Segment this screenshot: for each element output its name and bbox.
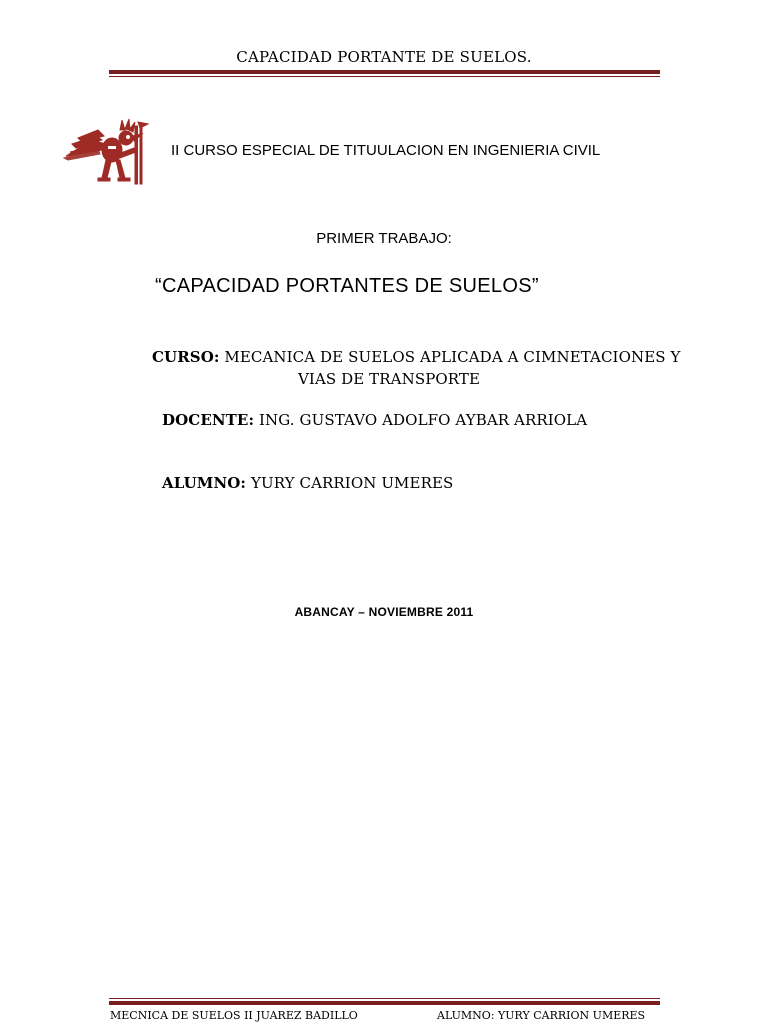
running-header-title: CAPACIDAD PORTANTE DE SUELOS. (236, 48, 532, 66)
course-heading: II CURSO ESPECIAL DE TITUULACION EN INGENIERIA CIVIL (171, 142, 601, 159)
footer-student: ALUMNO: YURY CARRION UMERES (437, 1009, 646, 1022)
alumno-field (162, 474, 453, 492)
docente-value: ING. GUSTAVO ADOLFO AYBAR ARRIOLA (258, 411, 588, 429)
curso-field (152, 348, 681, 366)
winged-figure-emblem-icon (62, 118, 156, 188)
docente-label: DOCENTE: (162, 411, 255, 429)
curso-label: CURSO: (152, 348, 220, 366)
footer-rule-thick (109, 1001, 660, 1005)
header-rule-thin (109, 76, 660, 77)
docente-field (162, 411, 587, 429)
place-date: ABANCAY – NOVIEMBRE 2011 (294, 605, 474, 619)
alumno-label: ALUMNO: (162, 474, 247, 492)
curso-value-line1: MECANICA DE SUELOS APLICADA A CIMNETACIONES Y (224, 348, 681, 366)
footer-rule-thin (109, 998, 660, 999)
curso-value-line2: VIAS DE TRANSPORTE (298, 370, 481, 388)
header-rule-thick (109, 70, 660, 74)
work-title: “CAPACIDAD PORTANTES DE SUELOS” (155, 275, 539, 297)
footer-course: MECNICA DE SUELOS II JUAREZ BADILLO (110, 1009, 358, 1022)
work-label: PRIMER TRABAJO: (316, 230, 452, 247)
alumno-value: YURY CARRION UMERES (250, 474, 454, 492)
